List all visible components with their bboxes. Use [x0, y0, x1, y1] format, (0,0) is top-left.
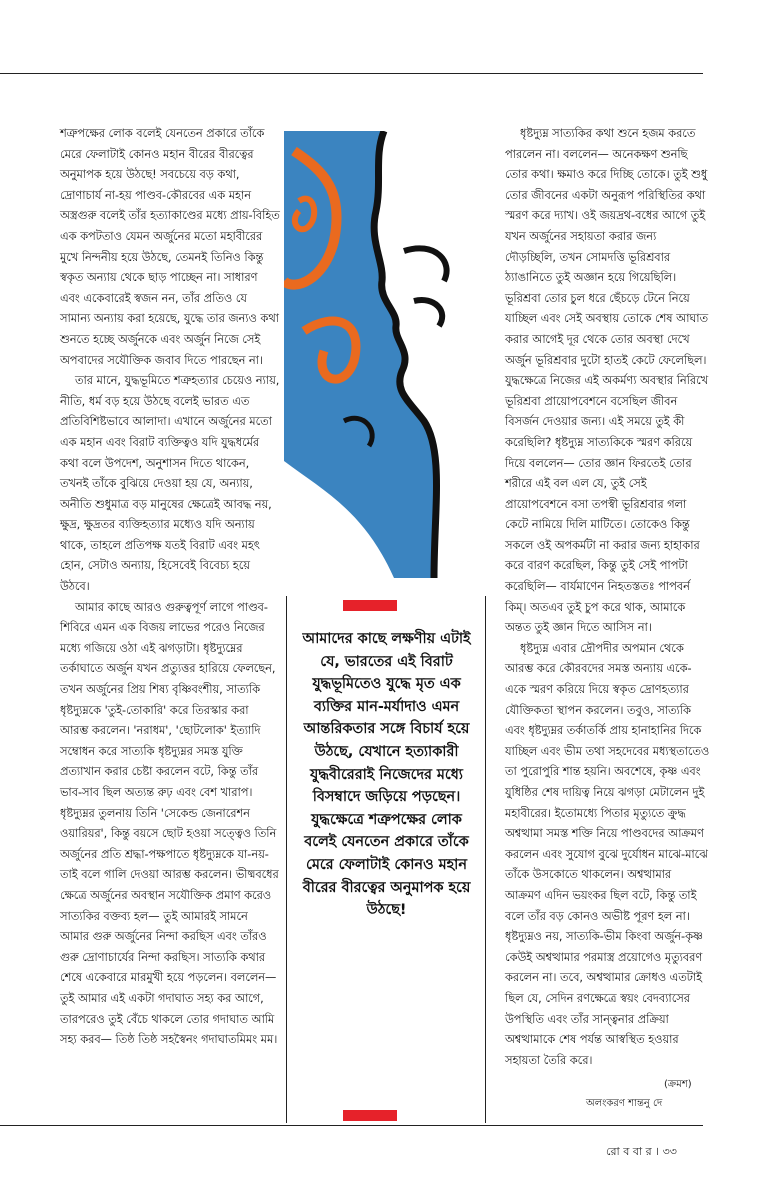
paragraph: ধৃষ্টদ্যুম্ন সাত্যকির কথা শুনে হজম করতে পারলেন না। বললেন— অনেকক্ষণ শুনছি তোর কথা। ক্ষমাও করে দিচ্ছি তোকে। তুই শুধু তোর জীবনের একটা অনুরূপ পরিস্থিতির কথা স্মরণ করে দ্যাখ। ওই জয়দ্রথ-বধের আগে তুই যখন অর্জুনের সহায়তা করার জন্য দৌড়চ্ছিলি, তখন সোমদত্তি ভূরিশ্রবার ঠ্যাঙানিতে তুই অজ্ঞান হয়ে গিয়েছিলি। ভূরিশ্রবা তোর চুল ধরে ছেঁচড়ে টেনে নিয়ে যাচ্ছিল এবং সেই অবস্থায় তোকে শেষ আঘাত করার আগেই দূর থেকে তোর অবস্থা দেখে অর্জুন ভূরিশ্রবার দুটো হাতই কেটে ফেলেছিল। যুদ্ধক্ষেত্রে নিজের এই অকর্মণ্য অবস্থার নিরিখে ভূরিশ্রবা প্রায়োপবেশনে বসেছিল জীবন বিসর্জন দেওয়ার জন্য। এই সময়ে তুই কী করেছিলি? ধৃষ্টদ্যুম্ন সাত্যকিকে স্মরণ করিয়ে দিয়ে বললেন— তোর জ্ঞান ফিরতেই তোর শরীরে এই বল এল যে, তুই সেই প্রায়োপবেশনে বসা তপস্বী ভূরিশ্রবার গলা কেটে নামিয়ে দিলি মাটিতে। তোকেও কিন্তু সকলে ওই অপকর্মটা না করার জন্য হাহাকার করে বারণ করেছিল, কিন্তু তুই সেই পাপটা করেছিলি— বার্যমাণেন নিহতস্ততঃ পাপবর্ন কিম্। অতএব তুই চুপ করে থাক, আমাকে অন্তত তুই জ্ঞান দিতে আসিস না। [505, 127, 709, 635]
right-column [505, 124, 710, 1071]
profile-illustration [284, 131, 485, 578]
pull-quote: আমাদের কাছে লক্ষণীয় এটাই যে, ভারতের এই বিরাট যুদ্ধভূমিতেও যুদ্ধে মৃত এক ব্যক্তির মান-মর্যাদাও এমন আন্তরিকতার সঙ্গে বিচার্য হয়ে উঠছে, যেখানে হত্যাকারী যুদ্ধবীরেরাই নিজেদের মধ্যে বিসম্বাদে জড়িয়ে পড়ছেন। যুদ্ধক্ষেত্রে শত্রুপক্ষের লোক বলেই যেনতেন প্রকারে তাঁকে মেরে ফেলাটাই কোনও মহান বীরের বীরত্বের অনুমাপক হয়ে উঠছে! [302, 631, 471, 919]
left-column [60, 124, 280, 1051]
illustration [284, 131, 485, 578]
pull-quote-bottom-bar [343, 1110, 397, 1121]
bottom-rule [0, 1125, 703, 1126]
top-rule [0, 73, 703, 74]
page-footer: রো ব বা র । ৩৩ [606, 1145, 677, 1158]
paragraph: শত্রুপক্ষের লোক বলেই যেনতেন প্রকারে তাঁকে মেরে ফেলাটাই কোনও মহান বীরের বীরত্বের অনুমাপক হয়ে উঠছে! সবচেয়ে বড় কথা, দ্রোণাচার্য না-হয় পাণ্ডব-কৌরবের এক মহান অস্ত্রগুরু বলেই তাঁর হত্যাকাণ্ডের মধ্যে প্রায়-বিহিত এক কপটতাও যেমন অর্জুনের মতো মহাবীরের মুখে নিন্দনীয় হয়ে উঠছে, তেমনই তিনিও কিন্তু স্বকৃত অন্যায় থেকে ছাড় পাচ্ছেন না। সাধারণ এবং একেবারেই স্বজন নন, তাঁর প্রতিও যে সামান্য অন্যায় করা হয়েছে, যুদ্ধে তার জন্যও কথা শুনতে হচ্ছে অর্জুনকে এবং অর্জুন নিজে সেই অপবাদের সযৌক্তিক জবাব দিতে পারছেন না। [60, 127, 280, 367]
paragraph: ধৃষ্টদ্যুম্ন এবার দ্রৌপদীর অপমান থেকে আরম্ভ করে কৌরবদের সমস্ত অন্যায় একে-একে স্মরণ করিয়ে দিয়ে স্বকৃত দ্রোণহত্যার যৌক্তিকতা স্থাপন করলেন। তবুও, সাত্যকি এবং ধৃষ্টদ্যুম্নর তর্কাতর্কি প্রায় হানাহানির দিকে যাচ্ছিল এবং ভীম তথা সহদেবের মধ্যস্থতাতেও তা পুরোপুরি শান্ত হয়নি। অবশেষে, কৃষ্ণ এবং যুধিষ্ঠির শেষ দায়িত্ব নিয়ে ঝগড়া মেটালেন দুই মহাবীরের। ইতোমধ্যে পিতার মৃত্যুতে ক্রুদ্ধ অশ্বত্থামা সমস্ত শক্তি নিয়ে পাণ্ডবদের আক্রমণ করলেন এবং সুযোগ বুঝে দুর্যোধন মাঝে-মাঝে তাঁকে উসকোতে থাকলেন। অশ্বত্থামার আক্রমণ এদিন ভয়ংকর ছিল বটে, কিন্তু তাই বলে তাঁর বড় কোনও অভীষ্ট পূরণ হল না। ধৃষ্টদ্যুম্নও নয়, সাত্যকি-ভীম কিংবা অর্জুন-কৃষ্ণ কেউই অশ্বত্থামার পরমাস্ত্র প্রয়োগেও মৃত্যুবরণ করলেন না। তবে, অশ্বত্থামার ক্রোধও এতটাই ছিল যে, সেদিন রণক্ষেত্রে স্বয়ং বেদব্যাসের উপস্থিতি এবং তাঁর সান্ত্বনার প্রক্রিয়া অশ্বত্থামাকে শেষ পর্যন্ত আস্বস্থিত হওয়ার সহায়তা তৈরি করে। [505, 641, 710, 1067]
pull-quote-top-bar [343, 600, 397, 611]
paragraph: আমার কাছে আরও গুরুত্বপূর্ণ লাগে পাণ্ডব-শিবিরে এমন এক বিজয় লাভের পরেও নিজের মধ্যে গজিয়ে ওঠা এই ঝগড়াটা। ধৃষ্টদ্যুম্নের তর্কাঘাতে অর্জুন যখন প্রত্যুত্তর হারিয়ে ফেলছেন, তখন অর্জুনের প্রিয় শিষ্য বৃষ্ণিবংশীয়, সাত্যকি ধৃষ্টদ্যুম্নকে 'তুই-তোকারি' করে তিরস্কার করা আরম্ভ করলেন। 'নরাধম', 'ছোটলোক' ইত্যাদি সম্বোধন করে সাত্যকি ধৃষ্টদ্যুম্নর সমস্ত যুক্তি প্রত্যাখান করার চেষ্টা করলেন বটে, কিন্তু তাঁর ভাব-সাব ছিল অত্যন্ত রুঢ় এবং বেশ খারাপ। ধৃষ্টদ্যুম্নর তুলনায় তিনি 'সেকেন্ড জেনারেশন ওয়ারিয়র', কিন্তু বয়সে ছোট হওয়া সত্ত্বেও তিনি অর্জুনের প্রতি শ্রদ্ধা-পক্ষপাতে ধৃষ্টদ্যুম্নকে যা-নয়-তাই বলে গালি দেওয়া আরম্ভ করলেন। ভীষ্মবধের ক্ষেত্রে অর্জুনের অবস্থান সযৌক্তিক প্রমাণ করেও সাত্যকির বক্তব্য হল— তুই আমারই সামনে আমার গুরু অর্জুনের নিন্দা করছিস এবং তাঁরও গুরু দ্রোণাচার্যের নিন্দা করছিস। সাত্যকি কথার শেষে একেবারে মারমুখী হয়ে পড়লেন। বললেন— তুই আমার এই একটা গদাঘাত সহ্য কর আগে, তারপরেও তুই বেঁচে থাকলে তোর গদাঘাত আমি সহ্য করব— তিষ্ঠ তিষ্ঠ সহস্বৈনং গদাঘাতমিমং মম। [60, 600, 279, 1047]
serial-continued: (ক্রমশ) [664, 1079, 692, 1090]
illustration-credit: অলংকরণ শান্তনু দে [586, 1098, 663, 1109]
paragraph: তার মানে, যুদ্ধভূমিতে শত্রুহত্যার চেয়েও ন্যায়, নীতি, ধর্ম বড় হয়ে উঠছে বলেই ভারত এত প্রতিবিশিষ্টভাবে আলাদা। এখানে অর্জুনের মতো এক মহান এবং বিরাট ব্যক্তিত্বও যদি যুদ্ধধর্মের কথা বলে উপদেশ, অনুশাসন দিতে থাকেন, তখনই তাঁকে বুঝিয়ে দেওয়া হয় যে, অন্যায়, অনীতি শুধুমাত্র বড় মানুষের ক্ষেত্রেই আবদ্ধ নয়, ক্ষুদ্র, ক্ষুদ্রতর ব্যক্তিহত্যার মধ্যেও যদি অন্যায় থাকে, তাহলে প্রতিপক্ষ যতই বিরাট এবং মহৎ হোন, সেটাও অন্যায়, হিসেবেই বিবেচ্য হয়ে উঠবে। [60, 374, 280, 594]
